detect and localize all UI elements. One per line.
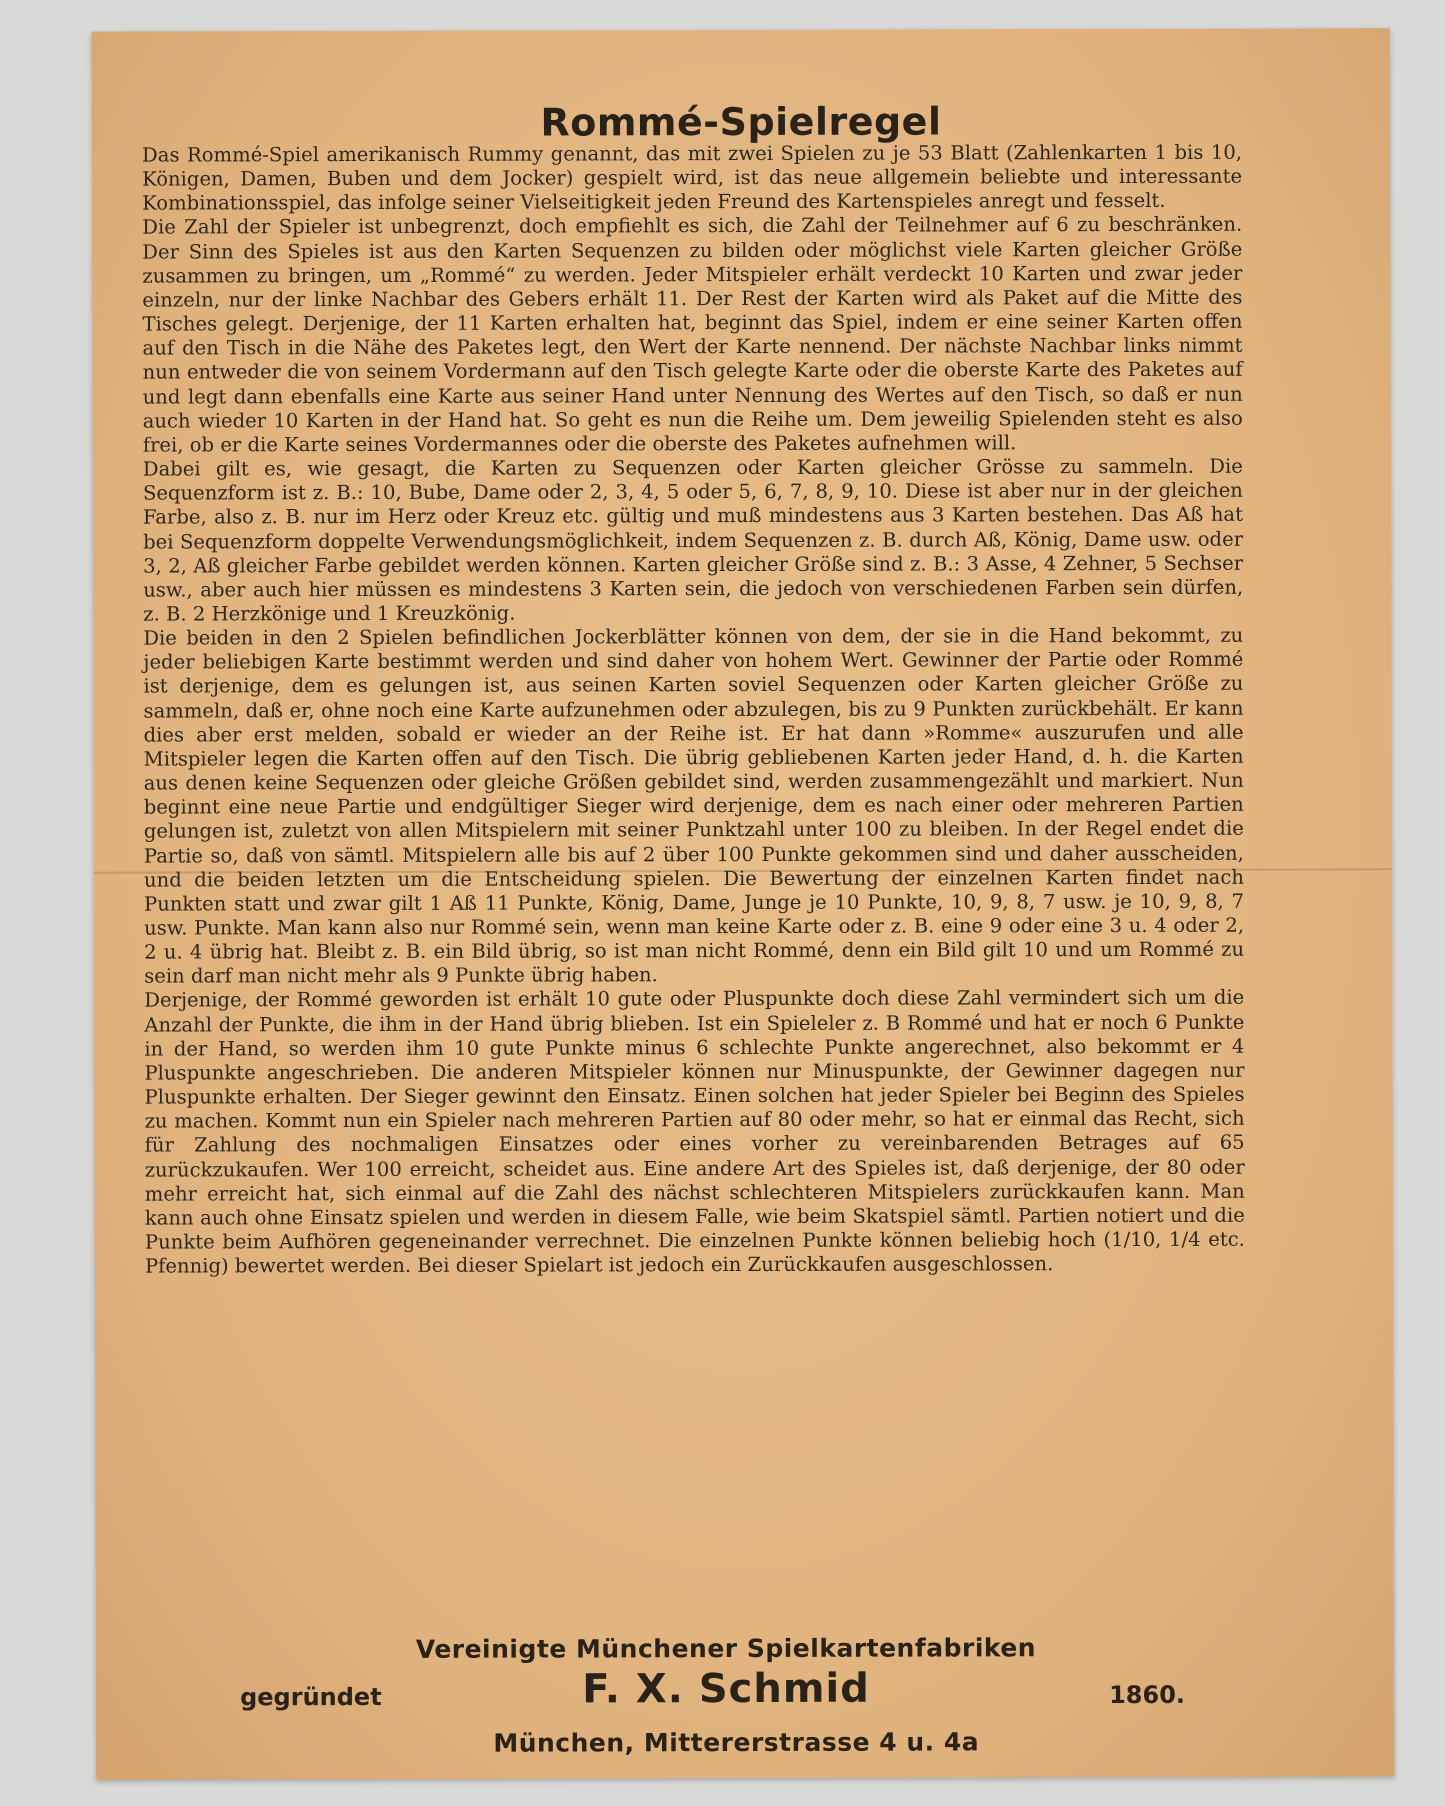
paragraph-sequences: Dabei gilt es, wie gesagt, die Karten zu Sequenzen oder Karten gleicher Grösse zu sammeln. Die Sequenzform ist z. B.: 10, Bube, Dame oder 2, 3, 4, 5 oder 5, 6, 7, 8, 9, 10. Diese ist aber nur in der gleichen Farbe, also z. B. nur im Herz oder Kreuz etc. gültig und muß mindestens aus 3 Karten bestehen. Das Aß hat bei Sequenzform doppelte Verwendungsmöglichkeit, indem Sequenzen z. B. durch Aß, König, Dame usw. oder 3, 2, Aß gleicher Farbe gebildet werden können. Karten gleicher Größe sind z. B.: 3 Asse, 4 Zehner, 5 Sechser usw., aber auch hier müssen es mindestens 3 Karten sein, die jedoch von verschiedenen Farben sein dürfen, z. B. 2 Herzkönige und 1 Kreuzkönig. [142,454,1244,626]
paragraph-players: Die Zahl der Spieler ist unbegrenzt, doch empfiehlt es sich, die Zahl der Teilnehmer auf 6 zu beschränken. Der Sinn des Spieles ist aus den Karten Sequenzen zu bilden oder möglichst viele Karten gleicher Größe zusammen zu bringen, um „Rommé“ zu werden. Jeder Mitspieler erhält verdeckt 10 Karten und zwar jeder einzeln, nur der linke Nachbar des Gebers erhält 11. Der Rest der Karten wird als Paket auf die Mitte des Tisches gelegt. Derjenige, der 11 Karten erhalten hat, beginnt das Spiel, indem er eine seiner Karten offen auf den Tisch in die Nähe des Paketes legt, den Wert der Karte nennend. Der nächste Nachbar links nimmt nun entweder die von seinem Vordermann auf den Tisch gelegte Karte oder die oberste Karte des Paketes auf und legt dann ebenfalls eine Karte aus seiner Hand unter Nennung des Wertes auf den Tisch, so daß er nun auch wieder 10 Karten in der Hand hat. So geht es nun die Reihe um. Dem jeweilig Spielenden steht es also frei, ob er die Karte seines Vordermannes oder die oberste des Paketes aufnehmen will. [142,213,1243,457]
paragraph-points-stakes: Derjenige, der Rommé geworden ist erhält 10 gute oder Pluspunkte doch diese Zahl vermindert sich um die Anzahl der Punkte, die ihm in der Hand übrig blieben. Ist ein Spieleler z. B Rommé und hat er noch 6 Punkte in der Hand, so werden ihm 10 gute Punkte minus 6 schlechte Punkte angerechnet, also bekommt er 4 Pluspunkte angeschrieben. Die anderen Mitspieler können nur Minuspunkte, der Gewinner dagegen nur Pluspunkte erhalten. Der Sieger gewinnt den Einsatz. Einen solchen hat jeder Spieler bei Beginn des Spieles zu machen. Kommt nun ein Spieler nach mehreren Partien auf 80 oder mehr, so hat er einmal das Recht, sich für Zahlung des nochmaligen Einsatzes oder eines vorher zu vereinbarenden Betrages auf 65 zurückzukaufen. Wer 100 erreicht, scheidet aus. Eine andere Art des Spieles ist, daß derjenige, der 80 oder mehr erreicht hat, sich einmal auf die Zahl des nächst schlechteren Mitspielers zurückkaufen kann. Man kann auch ohne Einsatz spielen und werden in diesem Falle, wie beim Skatspiel sämtl. Partien notiert und die Punkte beim Aufhören gegeneinander verrechnet. Die einzelnen Punkte können beliebig hoch (1/10, 1/4 etc. Pfennig) bewertet werden. Bei dieser Spielart ist jedoch ein Zurückkaufen ausgeschlossen. [144,986,1245,1278]
paragraph-intro: Das Rommé-Spiel amerikanisch Rummy genannt, das mit zwei Spielen zu je 53 Blatt (Zahlenkarten 1 bis 10, Königen, Damen, Buben und dem Jocker) gespielt wird, ist das neue allgemein beliebte und interessante Kombinationsspiel, das infolge seiner Vielseitigkeit jeden Freund des Kartenspieles anregt und fesselt. [142,140,1243,215]
rules-body [142,141,1245,1279]
footer-firm: Vereinigte Münchener Spielkartenfabriken [415,1633,1037,1664]
rules-sheet [92,28,1395,1779]
paragraph-jokers-scoring: Die beiden in den 2 Spielen befindlichen Jockerblätter können von dem, der sie in die Hand bekommt, zu jeder beliebigen Karte bestimmt werden und sind daher von hohem Wert. Gewinner der Partie oder Rommé ist derjenige, dem es gelungen ist, aus seinen Karten soviel Sequenzen oder Karten gleicher Größe zu sammeln, daß er, ohne noch eine Karte aufzunehmen oder abzulegen, bis zu 9 Punkten zurückbehält. Er kann dies aber erst melden, sobald er wieder an der Reihe ist. Er hat dann »Romme« auszurufen und alle Mitspieler legen die Karten offen auf den Tisch. Die übrig gebliebenen Karten jeder Hand, d. h. die Karten aus denen keine Sequenzen oder gleiche Größen gebildet sind, werden zusammengezählt und markiert. Nun beginnt eine neue Partie und endgültiger Sieger wird derjenige, dem es nach einer oder mehreren Partien gelungen ist, zuletzt von allen Mitspielern mit seiner Punktzahl unter 100 zu bleiben. In der Regel endet die Partie so, daß von sämtl. Mitspielern alle bis auf 2 über 100 Punkte gekommen sind und daher ausscheiden, und die beiden letzten um die Entscheidung spielen. Die Bewertung der einzelnen Karten findet nach Punkten statt und zwar gilt 1 Aß 11 Punkte, König, Dame, Junge je 10 Punkte, 10, 9, 8, 7 usw. je 10, 9, 8, 7 usw. Punkte. Man kann also nur Rommé sein, wenn man keine Karte oder z. B. eine 9 oder eine 3 u. 4 oder 2, 2 u. 4 übrig hat. Bleibt z. B. ein Bild übrig, so ist man nicht Rommé, denn ein Bild gilt 10 und um Rommé zu sein darf man nicht mehr als 9 Punkte übrig haben. [143,623,1245,988]
footer-year: 1860. [1109,1680,1186,1710]
footer-founded-label: gegründet [240,1682,382,1712]
footer-address: München, Mittererstrasse 4 u. 4a [493,1727,980,1758]
footer-company-name: F. X. Schmid [582,1665,870,1713]
document-title: Rommé-Spielregel [540,99,942,145]
